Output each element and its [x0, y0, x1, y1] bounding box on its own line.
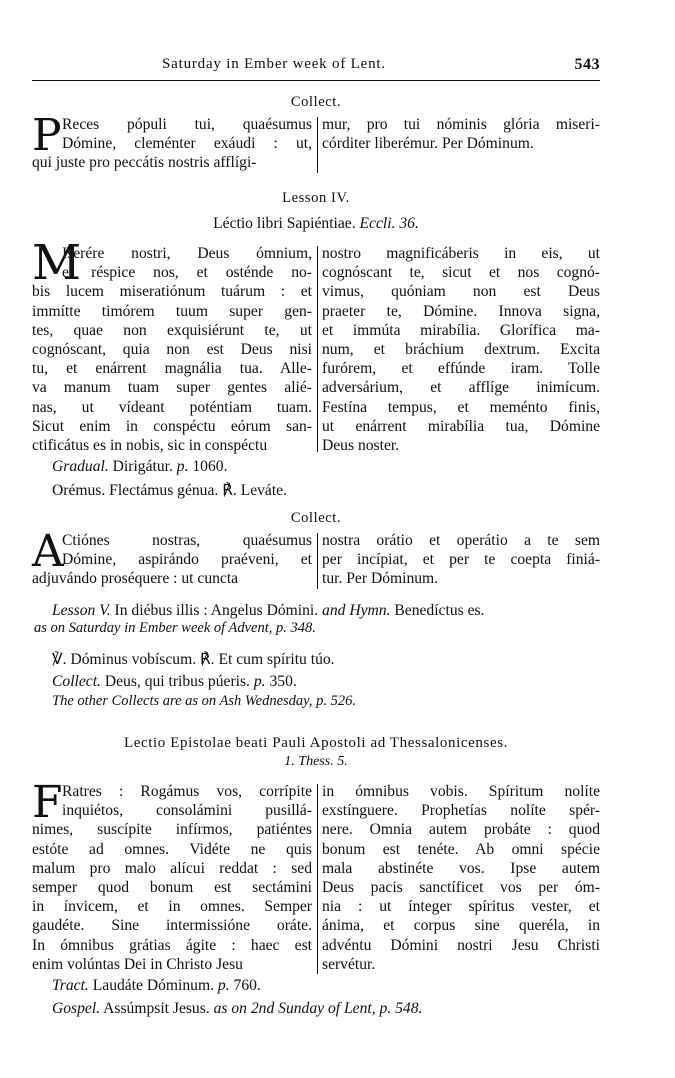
text-line: nere. Omnia autem probáte : quod	[322, 821, 600, 839]
tract-text: Laudáte Dóminum.	[92, 977, 215, 994]
text-line: Dómine, cleménter exáudi : ut,	[62, 135, 312, 153]
right-column	[322, 782, 600, 974]
tract-line	[52, 977, 261, 995]
lesson-5-label: Lesson V.	[52, 602, 111, 619]
collect-2-columns	[32, 526, 600, 593]
drop-cap-initial: A	[32, 526, 64, 577]
response-text: Et cum spíritu túo.	[218, 651, 335, 668]
text-line: mur, pro tui nóminis glória miseri-	[322, 116, 600, 133]
versicle-symbol: ℣.	[52, 651, 67, 668]
drop-cap-initial: M	[32, 235, 82, 291]
header-rule	[32, 80, 600, 81]
text-line: nimes, suscípite infírmos, patiéntes	[32, 821, 312, 839]
page-label: p.	[176, 458, 189, 475]
right-column	[322, 244, 600, 455]
text-line: Iserére nostri, Deus ómnium,	[62, 245, 312, 262]
text-line: cognóscant, quia non est Deus nisi	[32, 340, 312, 358]
oremus-line	[52, 481, 287, 500]
text-line: gaudéte. Sine intermissióne oráte.	[32, 917, 312, 935]
epistle-ref: 1. Thess. 5.	[284, 754, 348, 769]
lesson-heading: Lesson IV.	[282, 190, 350, 206]
text-line: nia : ut ínteger spíritus vester, et	[322, 898, 600, 916]
text-line: per incípiat, et per te coepta finiá-	[322, 551, 600, 569]
running-header	[32, 56, 600, 78]
response-symbol: ℟.	[222, 482, 237, 499]
epistle-heading: Lectio Epistolae beati Pauli Apostoli ad Thessalonicenses.	[123, 735, 509, 751]
text-line: inquiétos, consolámini pusillá-	[62, 802, 312, 820]
text-line: vimus, quóniam non est Deus	[322, 283, 600, 301]
versicle-line	[52, 650, 335, 669]
text-line: nostro magnificáberis in eis, ut	[322, 245, 600, 262]
collect-3-page: 350.	[269, 673, 297, 690]
collect-heading: Collect.	[290, 94, 342, 110]
tract-page: 760.	[233, 977, 261, 994]
epistle-columns	[32, 777, 600, 977]
column-divider	[317, 246, 318, 452]
text-line: praeter te, Dómine. Innova signa,	[322, 302, 600, 320]
text-line: In ómnibus grátias ágite : haec est	[32, 936, 312, 954]
text-line: córditer liberémur. Per Dóminum.	[322, 135, 534, 153]
collect-1-columns	[32, 110, 600, 177]
gradual-page: 1060.	[192, 458, 228, 475]
gradual-text: Dirigátur.	[112, 458, 173, 475]
text-line: Sicut enim in conspéctu eórum san-	[32, 417, 312, 435]
text-line: num, et bráchium dextrum. Excita	[322, 340, 600, 358]
text-line: malum pro malo alícui reddat : sed	[32, 859, 312, 877]
text-line: et réspice nos, et osténde no-	[62, 264, 312, 282]
text-line: exstínguere. Prophetías nolíte spér-	[322, 802, 600, 820]
text-line: ut enárrent mirabília tua, Dómine	[322, 417, 600, 435]
column-divider	[317, 533, 318, 589]
response-symbol: ℟.	[200, 651, 215, 668]
text-line: ctificátus es in nobis, sic in conspéctu	[32, 436, 268, 454]
text-line: immítte timórem tuum super gen-	[32, 302, 312, 320]
hymn-text: Benedíctus es.	[394, 602, 485, 619]
page-label: p.	[217, 977, 230, 994]
text-line: Deus noster.	[322, 436, 400, 454]
page-label: p.	[253, 673, 266, 690]
drop-cap-initial: F	[32, 777, 63, 828]
page-number: 543	[574, 56, 600, 73]
text-line: qui juste pro peccátis nostris afflígi-	[32, 154, 257, 172]
column-divider	[317, 784, 318, 974]
tract-label: Tract.	[52, 977, 89, 994]
gospel-text: Assúmpsit Jesus.	[103, 1000, 210, 1017]
text-line: et immúta mirabília. Glorífica ma-	[322, 321, 600, 339]
text-line: furórem, et effúnde iram. Tolle	[322, 360, 600, 378]
text-line: estóte ad omnes. Vidéte ne quis	[32, 840, 312, 858]
collect-heading: Collect.	[290, 510, 342, 526]
text-line: semper quod bonum est sectámini	[32, 878, 312, 896]
right-column	[322, 115, 600, 153]
left-column	[32, 526, 312, 589]
source-title: Léctio libri Sapiéntiae.	[213, 215, 356, 232]
text-line: Dómine, aspirándo praéveni, et	[62, 551, 312, 569]
collect-3-label: Collect.	[52, 673, 101, 690]
text-line: nas, ut vídeant poténtiam tuam.	[32, 398, 312, 416]
text-line: advéntu Dómini nostri Jesu Christi	[322, 936, 600, 954]
running-title: Saturday in Ember week of Lent.	[162, 56, 386, 72]
lesson-source	[32, 215, 600, 233]
text-line: mala abstinéte vos. Ipse autem	[322, 859, 600, 877]
text-line: in ínvicem, et in omnes. Semper	[32, 898, 312, 916]
text-line: nostra orátio et operátio a te sem	[322, 532, 600, 549]
drop-cap-initial: P	[32, 110, 62, 161]
collect-3-text: Deus, qui tribus púeris.	[104, 673, 250, 690]
text-line: tu, et enárrent magnália tua. Alle-	[32, 360, 312, 378]
versicle-text: Dóminus vobíscum.	[70, 651, 197, 668]
gospel-line	[52, 1000, 422, 1018]
text-line: Deus pacis sanctíficet vos per óm-	[322, 878, 600, 896]
text-line: in ómnibus vobis. Spíritum nolíte	[322, 783, 600, 800]
hymn-label: and Hymn.	[322, 602, 391, 619]
text-line: adjuvándo proséquere : ut cuncta	[32, 570, 239, 588]
text-line: bonum est tenéte. Ab omni spécie	[322, 840, 600, 858]
gospel-label: Gospel.	[52, 1000, 101, 1017]
lesson-5-line	[52, 602, 484, 620]
text-line: Festína tempus, et meménto finis,	[322, 398, 600, 416]
text-line: bis lucem miseratiónum tuárum : et	[32, 283, 312, 301]
left-column	[32, 777, 312, 974]
gospel-note: as on 2nd Sunday of Lent, p. 548.	[213, 1000, 423, 1017]
source-ref: Eccli. 36.	[359, 215, 419, 232]
oremus-response: Leváte.	[240, 482, 288, 499]
text-line: cognóscant te, sicut et nos cognó-	[322, 264, 600, 282]
left-column	[32, 235, 312, 455]
lesson-5-note: as on Saturday in Ember week of Advent, p. 348.	[34, 620, 316, 636]
oremus-text: Orémus. Flectámus génua.	[52, 482, 219, 499]
column-divider	[317, 117, 318, 173]
other-collects-note: The other Collects are as on Ash Wednesday, p. 526.	[52, 693, 356, 709]
text-line: ánima, et corpus sine queréla, in	[322, 917, 600, 935]
gradual-line	[52, 458, 227, 476]
right-column	[322, 531, 600, 589]
text-line: tur. Per Dóminum.	[322, 570, 439, 588]
text-line: Reces pópuli tui, quaésumus	[62, 116, 312, 133]
left-column	[32, 110, 312, 173]
text-line: Ratres : Rogámus vos, corrípite	[62, 783, 312, 800]
lesson-4-columns	[32, 235, 600, 459]
lesson-5-text: In diébus illis : Angelus Dómini.	[114, 602, 319, 619]
text-line: Ctiónes nostras, quaésumus	[62, 532, 312, 549]
text-line: servétur.	[322, 955, 376, 973]
collect-3-line	[52, 673, 297, 691]
text-line: enim volúntas Dei in Christo Jesu	[32, 955, 243, 973]
text-line: va manum tuam super gentes alié-	[32, 379, 312, 397]
text-line: tes, quae non exquisiérunt te, ut	[32, 321, 312, 339]
text-line: adversárium, et afflíge inimícum.	[322, 379, 600, 397]
gradual-label: Gradual.	[52, 458, 109, 475]
